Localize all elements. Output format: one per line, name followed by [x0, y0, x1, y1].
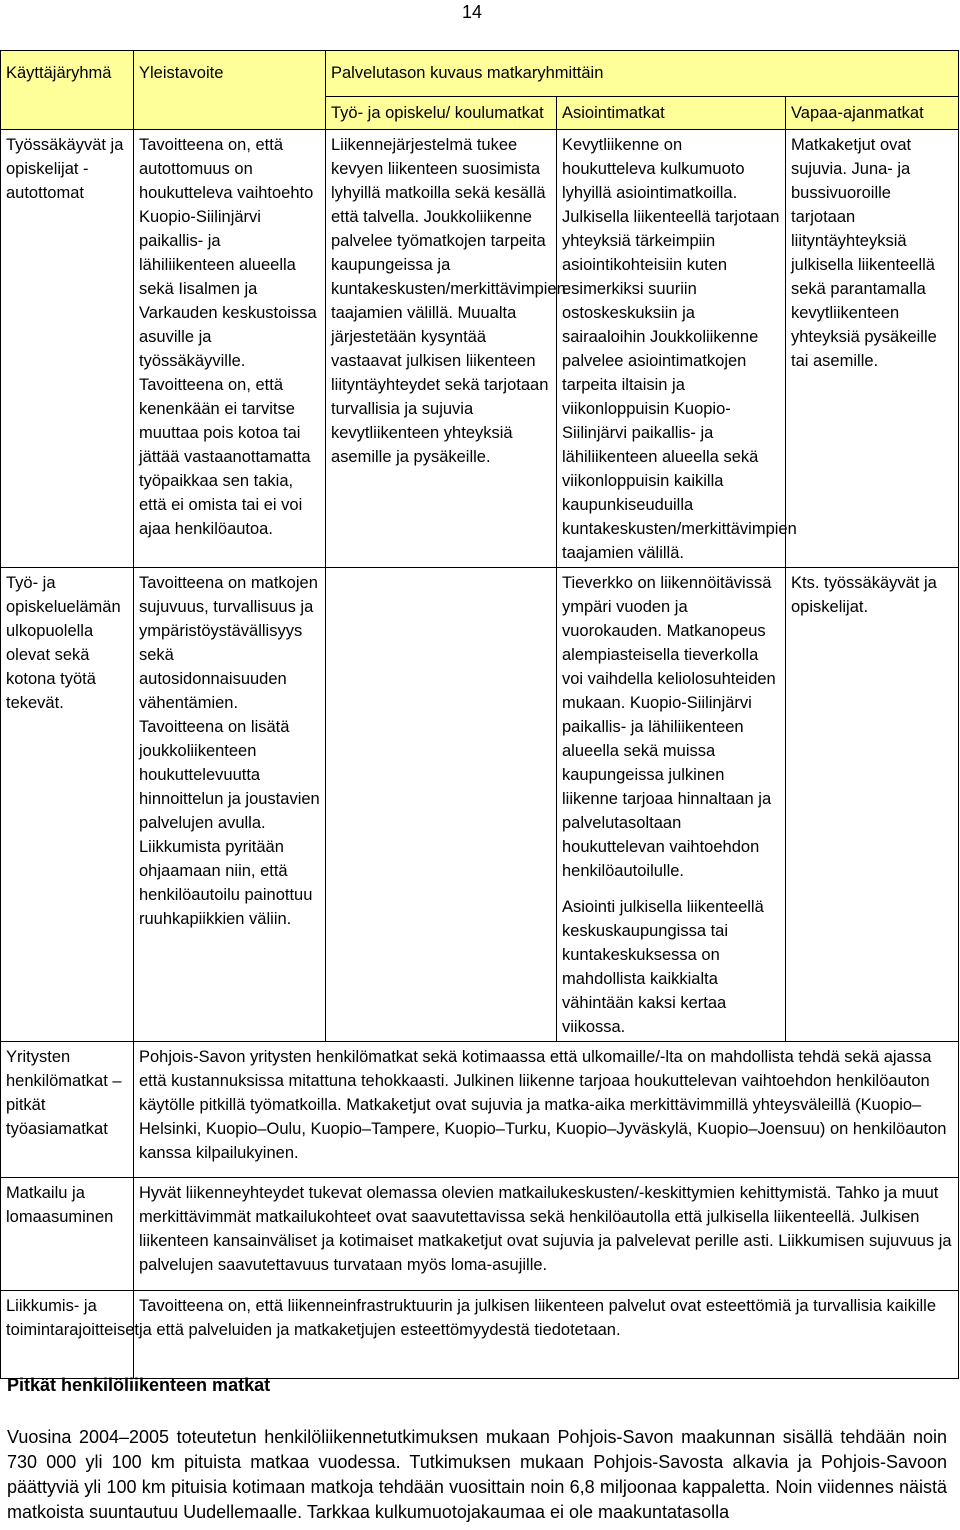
table-row — [1, 130, 959, 568]
group-cell: Matkailu ja lomaasuminen — [1, 1178, 134, 1291]
description-cell: Pohjois-Savon yritysten henkilömatkat sekä kotimaassa että ulkomaille/-lta on mahdollista tehdä sekä ajassa että kustannuksissa mitattuna tehokkaasti. Julkinen liikenne tarjoaa houkuttelevan vaihtoehdon henkilöauton käytölle pitkillä työmatkoilla. Matkaketjut ovat sujuvia ja matka-aika merkittävimmillä yhteysväleillä (Kuopio–Helsinki, Kuopio–Oulu, Kuopio–Tampere, Kuopio–Turku, Kuopio–Jyväskylä, Kuopio–Joensuu) on henkilöauton kanssa kilpailukyinen. — [134, 1042, 959, 1178]
header-work-study: Työ- ja opiskelu/ koulumatkat — [326, 97, 557, 130]
work-study-cell — [326, 568, 557, 1042]
errands-cell — [557, 568, 786, 1042]
leisure-cell: Matkaketjut ovat sujuvia. Juna- ja bussivuoroille tarjotaan liityntäyhteyksiä julkisella liikenteellä sekä parantamalla kevytliikenteen yhteyksiä pysäkeille tai asemille. — [786, 130, 959, 568]
errands-paragraph: Tieverkko on liikennöitävissä ympäri vuoden ja vuorokauden. Matkanopeus alempiasteisella tieverkolla voi vaihdella keliolosuhteiden mukaan. Kuopio-Siilinjärvi paikallis- ja lähiliikenteen alueella sekä muissa kaupungeissa julkinen liikenne tarjoaa hinnaltaan ja palvelutasoltaan houkuttelevan vaihtoehdon henkilöautoilulle. — [562, 574, 776, 880]
header-errands: Asiointimatkat — [557, 97, 786, 130]
table-row — [1, 568, 959, 1042]
service-level-table — [0, 50, 959, 1379]
header-row-1 — [1, 51, 959, 97]
group-cell: Työssäkäyvät ja opiskelijat - autottomat — [1, 130, 134, 568]
section-paragraph: Vuosina 2004–2005 toteutetun henkilöliikennetutkimuksen mukaan Pohjois-Savon maakunnan sisällä tehdään noin 730 000 yli 100 km pituista matkaa vuodessa. Tutkimuksen mukaan Pohjois-Savosta alkavia ja Pohjois-Savoon päättyviä yli 100 km pituisia kotimaan matkoja tehdään vuosittain noin 6,8 miljoonaa kappaletta. Noin viidennes näistä matkoista suuntautuu Uudellemaalle. Tarkkaa kulkumuotojakaumaa ei ole maakuntatasolla — [7, 1427, 947, 1522]
section-heading: Pitkät henkilöliikenteen matkat — [7, 1375, 271, 1395]
goal-cell: Tavoitteena on matkojen sujuvuus, turvallisuus ja ympäristöystävällisyys sekä autosidonnaisuuden vähentämien. Tavoitteena on lisätä joukkoliikenteen houkuttelevuutta hinnoittelun ja joustavien palvelujen avulla. Liikkumista pyritään ohjaamaan niin, että henkilöautoilu painottuu ruuhkapiikkien väliin. — [134, 568, 326, 1042]
description-cell: Tavoitteena on, että liikenneinfrastruktuurin ja julkisen liikenteen palvelut ovat esteettömiä ja turvallisia kaikille ja että palveluiden ja matkaketjujen esteettömyydestä tiedotetaan. — [134, 1291, 959, 1379]
header-service-level: Palvelutason kuvaus matkaryhmittäin — [326, 51, 959, 97]
work-study-cell: Liikennejärjestelmä tukee kevyen liikenteen suosimista lyhyillä matkoilla sekä kesällä että talvella. Joukkoliikenne palvelee työmatkojen tarpeita kaupungeissa ja kuntakeskusten/merkittävimpien taajamien välillä. Muualta järjestetään kysyntää vastaavat julkisen liikenteen liityntäyhteydet sekä tarjotaan turvallisia ja sujuvia kevytliikenteen yhteyksiä asemille ja pysäkeille. — [326, 130, 557, 568]
goal-cell: Tavoitteena on, että autottomuus on houkutteleva vaihtoehto Kuopio-Siilinjärvi paikallis- ja lähiliikenteen alueella sekä Iisalmen ja Varkauden keskustoissa asuville ja työssäkäyville. Tavoitteena on, että kenenkään ei tarvitse muuttaa pois kotoa tai jättää vastaanottamatta työpaikkaa sen takia, että ei omista tai ei voi ajaa henkilöautoa. — [134, 130, 326, 568]
header-leisure: Vapaa-ajanmatkat — [786, 97, 959, 130]
table-row — [1, 1291, 959, 1379]
page-number: 14 — [462, 2, 483, 22]
leisure-cell: Kts. työssäkäyvät ja opiskelijat. — [786, 568, 959, 1042]
group-cell: Liikkumis- ja toimintarajoitteiset — [1, 1291, 134, 1379]
header-user-group: Käyttäjäryhmä — [1, 51, 134, 130]
errands-paragraph: Asiointi julkisella liikenteellä keskuskaupungissa tai kuntakeskuksessa on mahdollista kaikkialta vähintään kaksi kertaa viikossa. — [562, 898, 764, 1036]
table-row — [1, 1042, 959, 1178]
table-row — [1, 1178, 959, 1291]
description-cell: Hyvät liikenneyhteydet tukevat olemassa olevien matkailukeskusten/-keskittymien kehittymistä. Tahko ja muut merkittävimmät matkailukohteet ovat saavutettavissa sekä henkilöautolla että julkisella liikenteellä. Julkisen liikenteen kansainväliset ja kotimaiset matkaketjut ovat sujuvia ja palvelevat perille asti. Liikkumisen sujuvuus ja palvelujen saavutettavuus turvataan myös loma-asujille. — [134, 1178, 959, 1291]
group-cell: Yritysten henkilömatkat –pitkät työasiamatkat — [1, 1042, 134, 1178]
errands-cell: Kevytliikenne on houkutteleva kulkumuoto lyhyillä asiointimatkoilla. Julkisella liikenteellä tarjotaan yhteyksiä tärkeimpiin asiointikohteisiin kuten esimerkiksi suuriin ostoskeskuksiin ja sairaaloihin Joukkoliikenne palvelee asiointimatkojen tarpeita iltaisin ja viikonloppuisin Kuopio-Siilinjärvi paikallis- ja lähiliikenteen alueella sekä viikonloppuisin kaikilla kaupunkiseuduilla kuntakeskusten/merkittävimpien taajamien välillä. — [557, 130, 786, 568]
group-cell: Työ- ja opiskeluelämän ulkopuolella olevat sekä kotona työtä tekevät. — [1, 568, 134, 1042]
header-general-goal: Yleistavoite — [134, 51, 326, 130]
